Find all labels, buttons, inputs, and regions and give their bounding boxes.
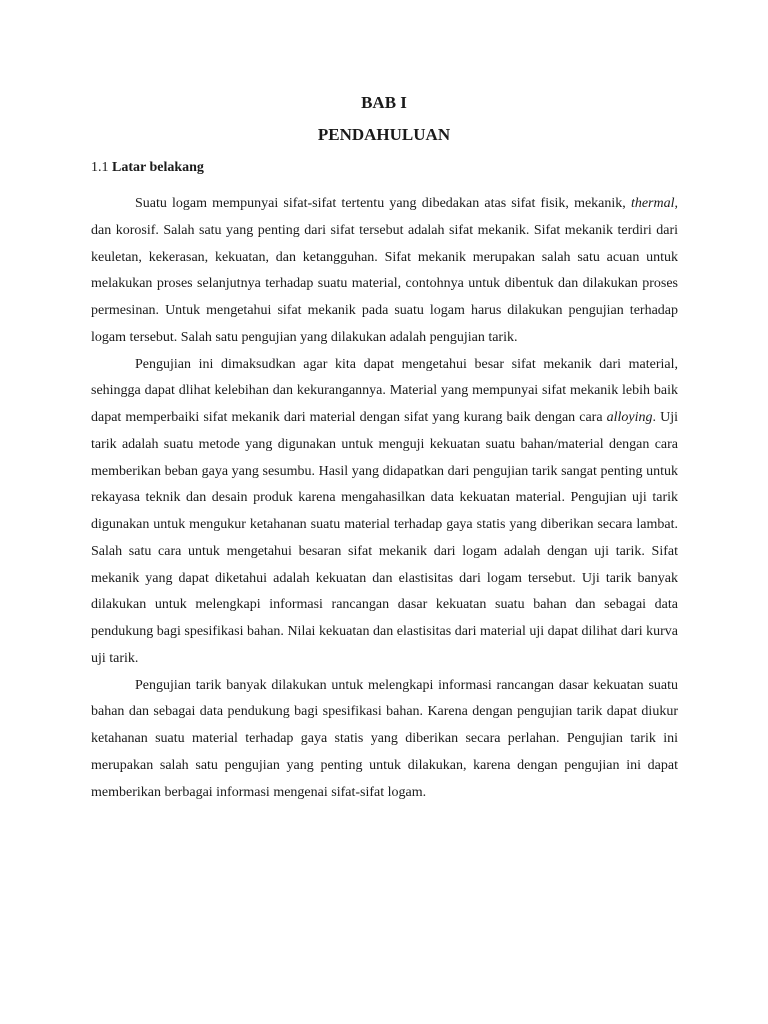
chapter-number: BAB I — [361, 93, 407, 112]
section-number: 1.1 — [91, 160, 109, 175]
paragraph-2-text-b: . Uji tarik adalah suatu metode yang digunakan untuk menguji kekuatan suatu bahan/material dengan cara memberikan beban gaya yang sesumbu. Hasil yang didapatkan dari pengujian tarik sangat penting untuk rekayasa teknik dan desain produk karena mengahasilkan data kekuatan material. Pengujian uji tarik digunakan untuk mengukur ketahanan suatu material terhadap gaya statis yang diberikan secara lambat. Salah satu cara untuk mengetahui besaran sifat mekanik dari logam adalah dengan uji tarik. Sifat mekanik yang dapat diketahui adalah kekuatan dan elastisitas dari logam tersebut. Uji tarik banyak dilakukan untuk melengkapi informasi rancangan dasar kekuatan suatu bahan dan sebagai data pendukung bagi spesifikasi bahan. Nilai kekuatan dan elastisitas dari material uji dapat dilihat dari kurva uji tarik. — [91, 410, 679, 666]
section-title: Latar belakang — [112, 160, 204, 175]
paragraph-1-text-a: Suatu logam mempunyai sifat-sifat tertentu yang dibedakan atas sifat fisik, mekanik, — [135, 196, 626, 211]
paragraph-2-text-a: Pengujian ini dimaksudkan agar kita dapat mengetahui besar sifat mekanik dari material, sehingga dapat dlihat kelebihan dan kekurangannya. Material yang mempunyai sifat mekanik lebih baik dapat memperbaiki sifat mekanik dari material dengan sifat yang kurang baik dengan cara — [91, 356, 678, 425]
paragraph-1 — [91, 191, 678, 352]
paragraph-1-italic-term: thermal — [630, 196, 675, 211]
section-heading — [91, 158, 204, 178]
paragraph-1-text-b: , dan korosif. Salah satu yang penting dari sifat tersebut adalah sifat mekanik. Sifat mekanik terdiri dari keuletan, kekerasan, kekuatan, dan ketangguhan. Sifat mekanik merupakan salah satu acuan untuk melakukan proses selanjutnya terhadap suatu material, contohnya untuk dibentuk dan dilakukan proses permesinan. Untuk mengetahui sifat mekanik pada suatu logam harus dilakukan pengujian terhadap logam tersebut. Salah satu pengujian yang dilakukan adalah pengujian tarik. — [91, 196, 679, 345]
paragraph-2-italic-term: alloying — [606, 410, 653, 425]
chapter-title: PENDAHULUAN — [317, 125, 451, 144]
paragraph-3: Pengujian tarik banyak dilakukan untuk melengkapi informasi rancangan dasar kekuatan suatu bahan dan sebagai data pendukung bagi spesifikasi bahan. Karena dengan pengujian tarik dapat diukur ketahanan suatu material terhadap gaya statis yang diberikan secara perlahan. Pengujian tarik ini merupakan salah satu pengujian yang penting untuk dilakukan, karena dengan pengujian ini dapat memberikan berbagai informasi mengenai sifat-sifat logam. — [91, 677, 678, 800]
body-text — [91, 191, 678, 806]
paragraph-2 — [91, 352, 678, 673]
